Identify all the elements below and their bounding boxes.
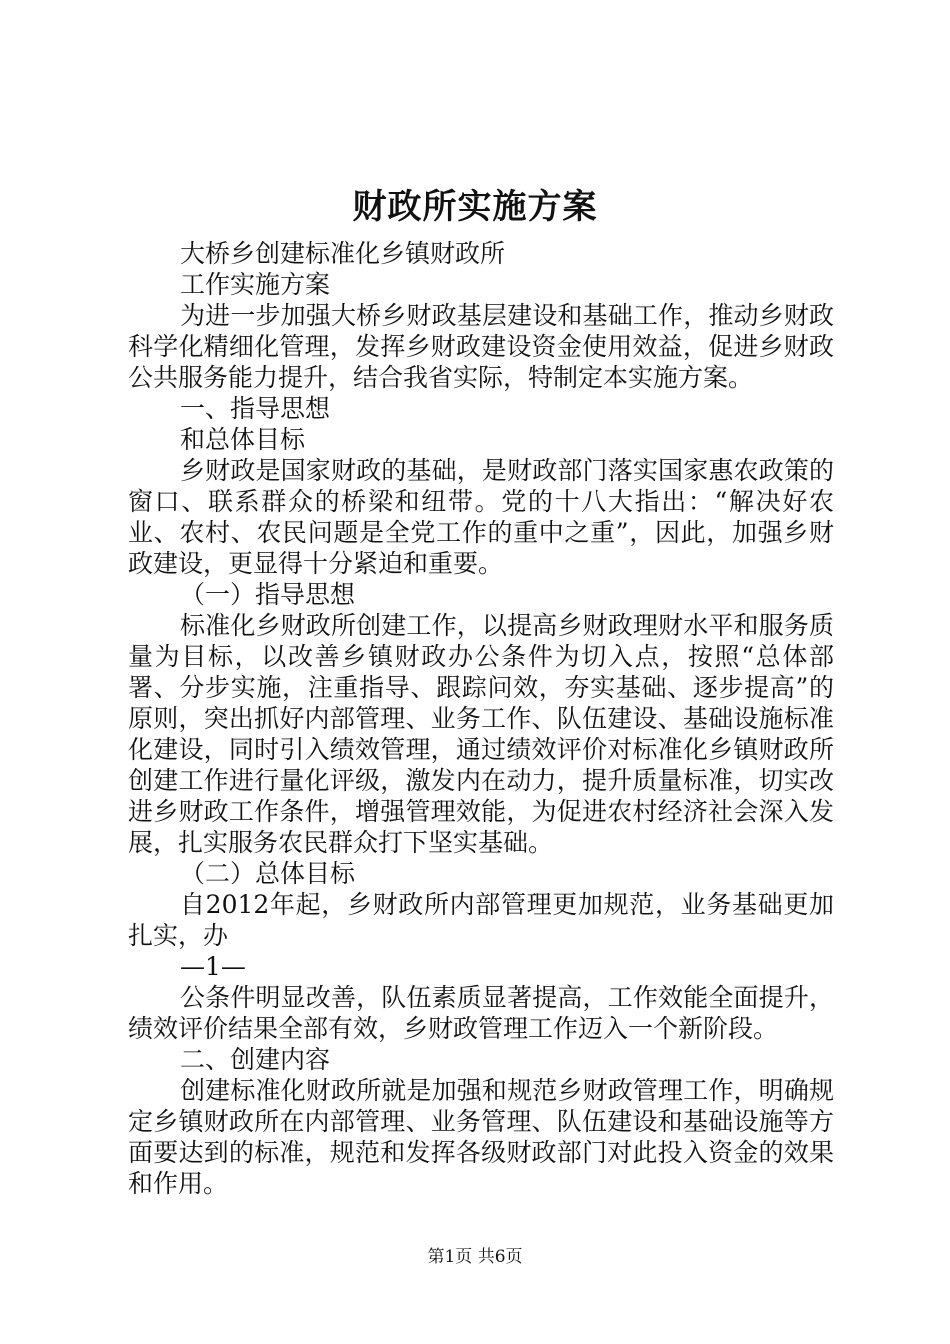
paragraph-intro: 为进一步加强大桥乡财政基层建设和基础工作，推动乡财政科学化精细化管理，发挥乡财政建设资金使用效益，促进乡财政公共服务能力提升，结合我省实际，特制定本实施方案。 — [128, 301, 834, 392]
section-heading-1: 一、指导思想 — [180, 394, 331, 423]
paragraph-subtitle-2: 工作实施方案 — [180, 270, 331, 299]
paragraph-guiding-thought: 标准化乡财政所创建工作，以提高乡财政理财水平和服务质量为目标，以改善乡镇财政办公条件为切入点，按照“总体部署、分步实施，注重指导、跟踪问效，夯实基础、逐步提高”的原则，突出抓好内部管理、业务工作、队伍建设、基础设施标准化建设，同时引入绩效管理，通过绩效评价对标准化乡镇财政所创建工作进行量化评级，激发内在动力，提升质量标准，切实改进乡财政工作条件，增强管理效能，为促进农村经济社会深入发展，扎实服务农民群众打下坚实基础。 — [128, 611, 834, 857]
section-heading-2: 二、创建内容 — [180, 1045, 331, 1074]
section-heading-1-cont: 和总体目标 — [180, 425, 306, 454]
paragraph-background: 乡财政是国家财政的基础，是财政部门落实国家惠农政策的窗口、联系群众的桥梁和纽带。党的十八大指出：“解决好农业、农村、农民问题是全党工作的重中之重”，因此，加强乡财政建设，更显得十分紧迫和重要。 — [128, 456, 834, 578]
document-title: 财政所实施方案 — [352, 187, 598, 227]
document-body — [128, 238, 834, 1199]
inline-page-marker: —1— — [180, 952, 246, 981]
paragraph-goal-part-2: 公条件明显改善，队伍素质显著提高，工作效能全面提升，绩效评价结果全部有效，乡财政管理工作迈入一个新阶段。 — [128, 983, 834, 1043]
subsection-heading-1: （一）指导思想 — [180, 580, 356, 609]
paragraph-content: 创建标准化财政所就是加强和规范乡财政管理工作，明确规定乡镇财政所在内部管理、业务管理、队伍建设和基础设施等方面要达到的标准，规范和发挥各级财政部门对此投入资金的效果和作用。 — [128, 1076, 834, 1198]
subsection-heading-2: （二）总体目标 — [180, 859, 356, 888]
paragraph-subtitle-1: 大桥乡创建标准化乡镇财政所 — [180, 239, 506, 268]
paragraph-goal-part-1: 自2012年起，乡财政所内部管理更加规范，业务基础更加扎实，办 — [128, 890, 834, 950]
page-footer: 第1页 共6页 — [427, 1247, 523, 1267]
